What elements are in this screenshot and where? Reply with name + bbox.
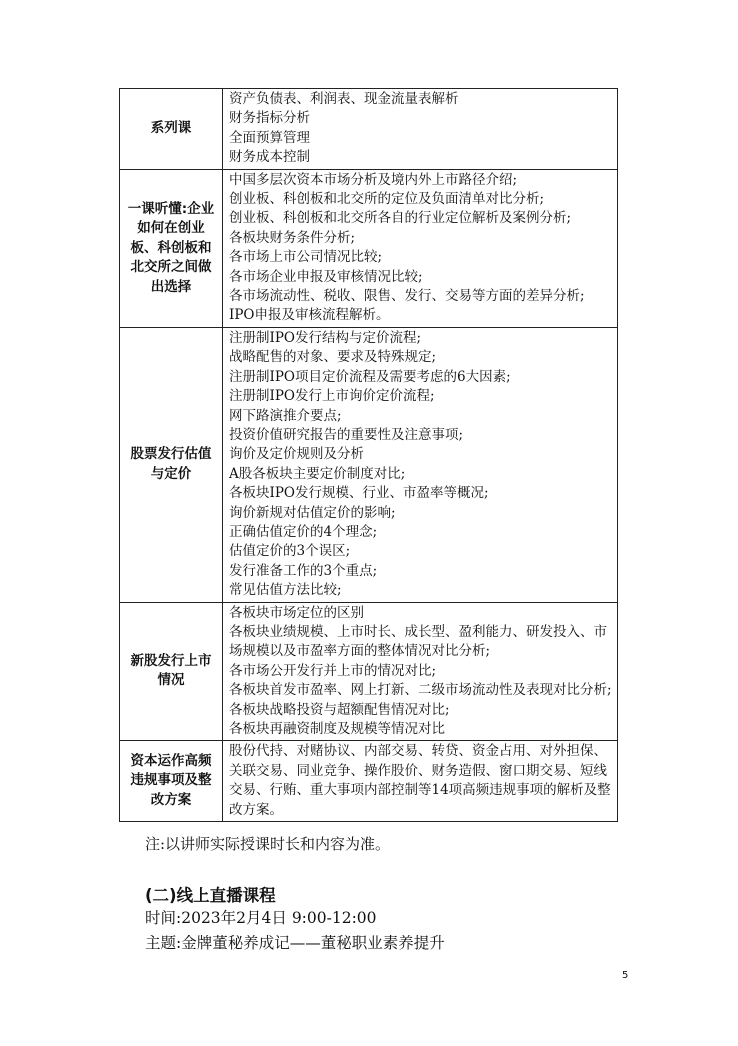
list-item: 投资价值研究报告的重要性及注意事项; [229, 426, 464, 443]
list-item: 注册制IPO发行上市询价定价流程; [229, 388, 435, 405]
items-cell [223, 327, 618, 602]
list-item: 询价新规对估值定价的影响; [229, 504, 396, 521]
list-item: 财务指标分析 [229, 110, 310, 127]
list-item: 财务成本控制 [229, 149, 310, 166]
category-cell: 新股发行上市情况 [120, 602, 223, 741]
list-item: 发行准备工作的3个重点; [229, 562, 378, 579]
table-row [120, 327, 618, 602]
category-cell: 资本运作高频违规事项及整改方案 [120, 741, 223, 822]
table-row [120, 741, 618, 822]
list-item: 各板块IPO发行规模、行业、市盈率等概况; [229, 485, 489, 502]
list-item: 各市场企业申报及审核情况比较; [229, 268, 423, 285]
section-title: (二)线上直播课程 [145, 886, 276, 905]
list-item: 资产负债表、利润表、现金流量表解析 [229, 91, 459, 107]
items-cell [223, 169, 618, 327]
list-item: 注册制IPO发行结构与定价流程; [229, 329, 422, 346]
items-cell [223, 89, 618, 170]
list-item: 注册制IPO项目定价流程及需要考虑的6大因素; [229, 368, 511, 385]
list-item: 各市场上市公司情况比较; [229, 249, 383, 266]
list-item: 创业板、科创板和北交所各自的行业定位解析及案例分析; [229, 210, 572, 227]
table-row [120, 169, 618, 327]
list-item: 各板块再融资制度及规模等情况对比 [229, 721, 445, 737]
list-item: 创业板、科创板和北交所的定位及负面清单对比分析; [229, 191, 545, 208]
course-table [119, 88, 618, 822]
list-item: 中国多层次资本市场分析及境内外上市路径介绍; [229, 171, 518, 188]
list-item: 各板块战略投资与超额配售情况对比; [229, 701, 450, 718]
list-item: A股各板块主要定价制度对比; [229, 465, 406, 482]
list-item: 股份代持、对赌协议、内部交易、转贷、资金占用、对外担保、关联交易、同业竞争、操作股价、财务造假、窗口期交易、短线交易、行贿、重大事项内部控制等14项高频违规事项的解析及整改方案。 [229, 743, 611, 818]
table-row [120, 602, 618, 741]
category-cell: 股票发行估值与定价 [120, 327, 223, 602]
list-item: 网下路演推介要点; [229, 407, 342, 424]
items-cell [223, 602, 618, 741]
list-item: 各板块市场定位的区别 [229, 604, 364, 621]
list-item: 正确估值定价的4个理念; [229, 523, 378, 540]
items-cell [223, 741, 618, 822]
list-item: 询价及定价规则及分析 [229, 446, 364, 463]
topic-line: 主题:金牌董秘养成记——董秘职业素养提升 [145, 934, 445, 952]
list-item: 常见估值方法比较; [229, 582, 342, 599]
list-item: 估值定价的3个误区; [229, 543, 351, 560]
category-cell: 系列课 [120, 89, 223, 170]
page-number: 5 [622, 970, 629, 981]
list-item: 各市场公开发行并上市的情况对比; [229, 662, 437, 679]
list-item: 各板块财务条件分析; [229, 229, 356, 246]
table-row [120, 89, 618, 170]
time-line: 时间:2023年2月4日 9:00-12:00 [145, 909, 377, 927]
list-item: 各板块首发市盈率、网上打新、二级市场流动性及表现对比分析; [229, 682, 612, 699]
list-item: 各板块业绩规模、上市时长、成长型、盈利能力、研发投入、市场规模以及市盈率方面的整体情况对比分析; [229, 623, 607, 660]
list-item: IPO申报及审核流程解析。 [229, 307, 390, 324]
footnote: 注:以讲师实际授课时长和内容为准。 [145, 835, 391, 853]
list-item: 战略配售的对象、要求及特殊规定; [229, 349, 437, 366]
list-item: 全面预算管理 [229, 129, 310, 146]
category-cell: 一课听懂:企业如何在创业板、科创板和北交所之间做出选择 [120, 169, 223, 327]
list-item: 各市场流动性、税收、限售、发行、交易等方面的差异分析; [229, 288, 585, 305]
